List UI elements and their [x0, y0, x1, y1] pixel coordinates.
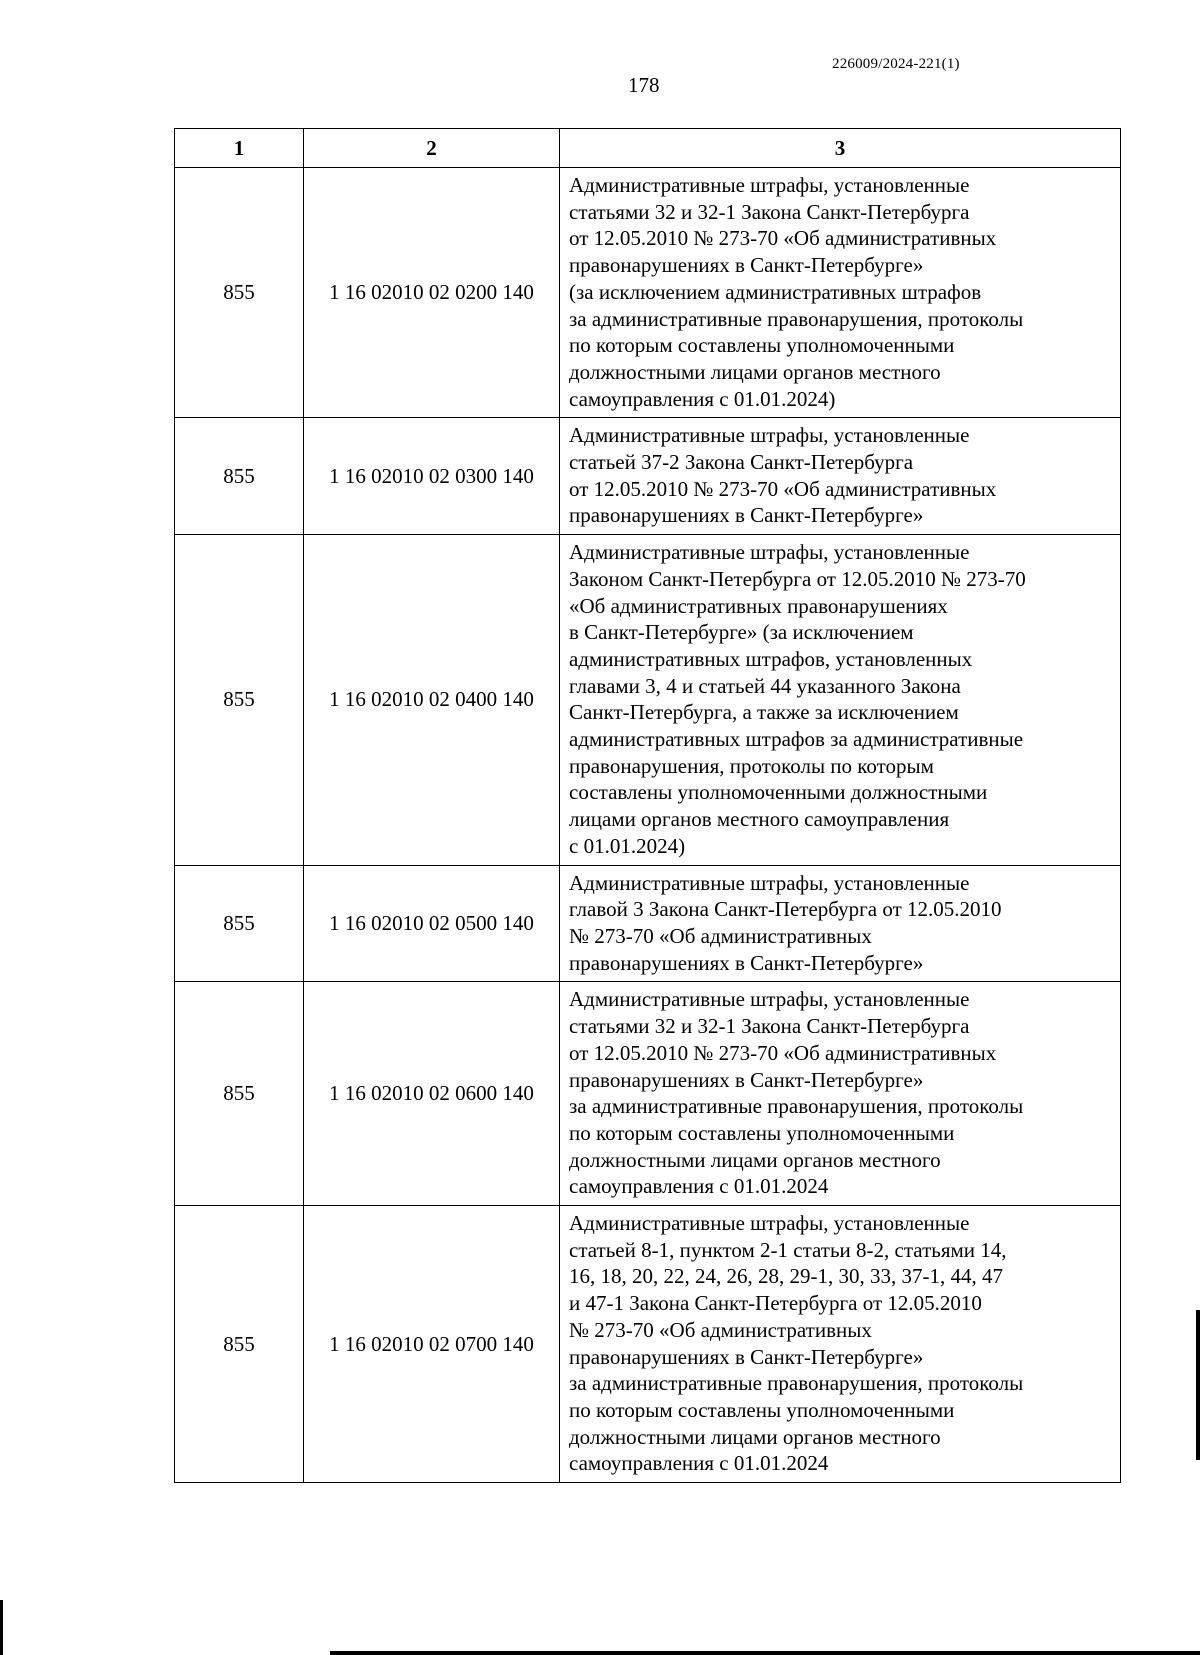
description-line: «Об административных правонарушениях: [569, 593, 948, 618]
description-line: правонарушениях в Санкт-Петербурге»: [569, 503, 924, 528]
budget-classification-code-cell: 1 16 02010 02 0200 140: [304, 168, 560, 418]
description-line: за административные правонарушения, протоколы: [569, 306, 1024, 331]
description-line: самоуправления с 01.01.2024): [569, 386, 836, 411]
column-header-2: 2: [304, 129, 560, 168]
table-row: [175, 865, 1121, 982]
description-line: статьей 8-1, пунктом 2-1 статьи 8-2, статьями 14,: [569, 1237, 1007, 1262]
description-cell: [560, 1206, 1121, 1483]
description-line: лицами органов местного самоуправления: [569, 807, 950, 832]
table-row: [175, 418, 1121, 535]
scan-edge-mark: [1196, 1310, 1200, 1460]
description-line: от 12.05.2010 № 273-70 «Об административных: [569, 1040, 997, 1065]
budget-codes-table: [174, 128, 1121, 1483]
description-line: статьями 32 и 32-1 Закона Санкт-Петербурга: [569, 199, 970, 224]
description-line: правонарушения, протоколы по которым: [569, 753, 934, 778]
budget-classification-code-cell: 1 16 02010 02 0300 140: [304, 418, 560, 535]
description-line: и 47-1 Закона Санкт-Петербурга от 12.05.2010: [569, 1291, 982, 1316]
table-row: [175, 535, 1121, 865]
description-line: статьями 32 и 32-1 Закона Санкт-Петербурга: [569, 1014, 970, 1039]
description-line: по которым составлены уполномоченными: [569, 1397, 955, 1422]
column-header-3: 3: [560, 129, 1121, 168]
description-cell: [560, 982, 1121, 1206]
description-line: Административные штрафы, установленные: [569, 540, 970, 565]
description-line: за административные правонарушения, протоколы: [569, 1371, 1024, 1396]
description-line: статьей 37-2 Закона Санкт-Петербурга: [569, 450, 914, 475]
budget-classification-code-cell: 1 16 02010 02 0400 140: [304, 535, 560, 865]
budget-classification-code-cell: 1 16 02010 02 0600 140: [304, 982, 560, 1206]
description-cell: [560, 865, 1121, 982]
description-line: за административные правонарушения, протоколы: [569, 1094, 1024, 1119]
table-row: [175, 168, 1121, 418]
admin-code-cell: 855: [175, 982, 304, 1206]
scan-bottom-edge: [330, 1651, 1200, 1655]
admin-code-cell: 855: [175, 168, 304, 418]
admin-code-cell: 855: [175, 1206, 304, 1483]
budget-classification-code-cell: 1 16 02010 02 0700 140: [304, 1206, 560, 1483]
admin-code-cell: 855: [175, 418, 304, 535]
description-line: от 12.05.2010 № 273-70 «Об административных: [569, 476, 997, 501]
table-header-row: [175, 129, 1121, 168]
description-line: должностными лицами органов местного: [569, 1147, 941, 1172]
description-line: административных штрафов, установленных: [569, 646, 973, 671]
table-row: [175, 982, 1121, 1206]
description-line: № 273-70 «Об административных: [569, 923, 872, 948]
description-line: главами 3, 4 и статьей 44 указанного Закона: [569, 673, 961, 698]
description-cell: [560, 168, 1121, 418]
budget-classification-code-cell: 1 16 02010 02 0500 140: [304, 865, 560, 982]
description-line: самоуправления с 01.01.2024: [569, 1451, 829, 1476]
description-line: составлены уполномоченными должностными: [569, 780, 988, 805]
description-line: главой 3 Закона Санкт-Петербурга от 12.05.2010: [569, 897, 1002, 922]
admin-code-cell: 855: [175, 865, 304, 982]
description-cell: [560, 418, 1121, 535]
table-row: [175, 1206, 1121, 1483]
description-line: Административные штрафы, установленные: [569, 173, 970, 197]
description-line: Административные штрафы, установленные: [569, 987, 970, 1012]
description-line: должностными лицами органов местного: [569, 359, 941, 384]
description-line: с 01.01.2024): [569, 833, 686, 858]
description-line: № 273-70 «Об административных: [569, 1317, 872, 1342]
description-line: Административные штрафы, установленные: [569, 870, 970, 895]
description-line: 16, 18, 20, 22, 24, 26, 28, 29-1, 30, 33, 37-1, 44, 47: [569, 1264, 1003, 1289]
description-line: правонарушениях в Санкт-Петербурге»: [569, 950, 924, 975]
description-line: правонарушениях в Санкт-Петербурге»: [569, 253, 924, 278]
description-line: Законом Санкт-Петербурга от 12.05.2010 № 273-70: [569, 566, 1026, 591]
scan-left-edge: [0, 1600, 3, 1655]
description-line: Административные штрафы, установленные: [569, 1211, 970, 1236]
description-line: (за исключением административных штрафов: [569, 279, 982, 304]
description-line: правонарушениях в Санкт-Петербурге»: [569, 1344, 924, 1369]
description-line: Административные штрафы, установленные: [569, 423, 970, 448]
table-body: [175, 168, 1121, 1483]
description-line: от 12.05.2010 № 273-70 «Об административных: [569, 226, 997, 251]
description-line: должностными лицами органов местного: [569, 1424, 941, 1449]
document-number: 226009/2024-221(1): [832, 56, 960, 72]
description-cell: [560, 535, 1121, 865]
description-line: административных штрафов за административные: [569, 727, 1024, 752]
description-line: в Санкт-Петербурге» (за исключением: [569, 620, 914, 645]
description-line: по которым составлены уполномоченными: [569, 1120, 955, 1145]
column-header-1: 1: [175, 129, 304, 168]
description-line: Санкт-Петербурга, а также за исключением: [569, 700, 959, 725]
description-line: самоуправления с 01.01.2024: [569, 1174, 829, 1199]
page-number: 178: [628, 73, 660, 97]
admin-code-cell: 855: [175, 535, 304, 865]
description-line: по которым составлены уполномоченными: [569, 333, 955, 358]
description-line: правонарушениях в Санкт-Петербурге»: [569, 1067, 924, 1092]
